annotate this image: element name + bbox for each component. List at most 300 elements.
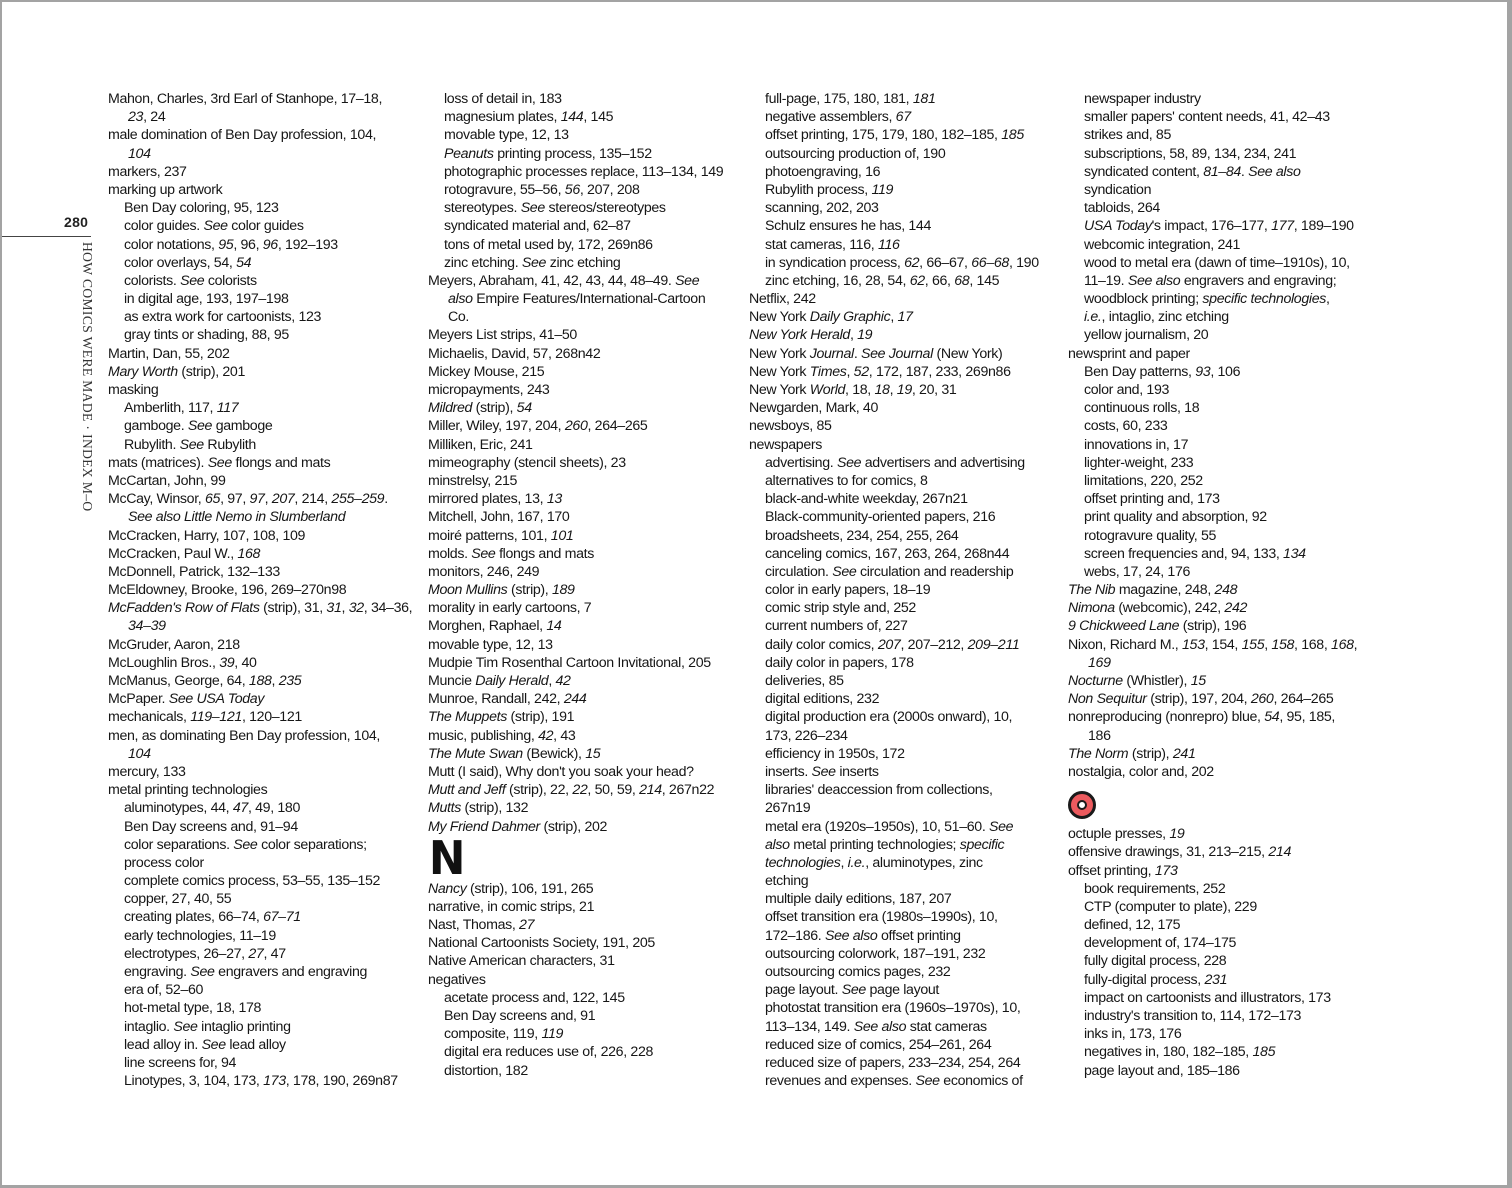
index-entry xyxy=(108,472,438,490)
index-subentry xyxy=(1068,916,1398,934)
index-entry xyxy=(428,745,758,763)
entry-text: See xyxy=(203,218,228,235)
entry-text: circulation. xyxy=(765,563,833,580)
entry-text: Nixon, Richard M., xyxy=(1068,636,1182,653)
entry-text: , 192–193 xyxy=(277,236,338,253)
index-entry-continuation xyxy=(749,1018,1079,1036)
letter-o-icon xyxy=(1068,791,1096,819)
entry-text: , 40 xyxy=(234,654,257,671)
entry-text: Ben Day screens and, 91 xyxy=(444,1008,596,1024)
entry-text: 214 xyxy=(639,782,662,799)
entry-text: (Bewick), xyxy=(522,745,586,762)
entry-text: micropayments, 243 xyxy=(428,382,550,398)
entry-text: economics of xyxy=(939,1073,1023,1090)
entry-text: Daily Herald xyxy=(475,673,549,689)
entry-text: 241 xyxy=(1172,745,1196,762)
entry-text: deliveries, 85 xyxy=(765,673,844,689)
entry-text: black-and-white weekday, 267n21 xyxy=(765,491,968,508)
index-subentry xyxy=(749,126,1079,144)
entry-text: , 190 xyxy=(1008,254,1039,271)
entry-text: McCracken, Paul W., xyxy=(108,545,238,562)
index-subentry xyxy=(1068,898,1398,916)
index-entry-continuation xyxy=(1068,290,1398,308)
entry-text: See xyxy=(173,1018,198,1035)
entry-text: efficiency in 1950s, 172 xyxy=(765,745,905,762)
entry-text: , 18, xyxy=(845,382,875,398)
entry-text: (strip), 202 xyxy=(539,818,608,835)
entry-text: (strip), 31, xyxy=(259,600,327,617)
index-subentry xyxy=(108,326,438,344)
index-subentry xyxy=(749,217,1079,235)
entry-text: 15 xyxy=(1190,673,1206,689)
entry-text: See also xyxy=(853,1018,907,1035)
entry-text: zinc etching. xyxy=(444,254,522,271)
entry-text: current numbers of, 227 xyxy=(765,618,908,635)
index-subentry xyxy=(749,145,1079,163)
index-entry xyxy=(428,818,758,836)
index-subentry xyxy=(1068,254,1398,272)
entry-text: , xyxy=(849,327,858,344)
index-subentry xyxy=(108,290,438,308)
entry-text: 14 xyxy=(546,618,562,635)
entry-text: Schulz ensures he has, 144 xyxy=(765,218,931,235)
index-entry xyxy=(428,617,758,635)
entry-text: 34–39 xyxy=(128,618,166,635)
entry-text: 95 xyxy=(218,236,234,253)
entry-text: New York Herald xyxy=(749,327,850,344)
entry-text: McCracken, Harry, 107, 108, 109 xyxy=(108,527,306,544)
index-subentry xyxy=(1068,363,1398,381)
index-entry xyxy=(428,880,758,898)
entry-text: See xyxy=(915,1073,940,1090)
index-entry xyxy=(108,563,438,581)
entry-text: 68 xyxy=(954,272,970,289)
entry-text: screen frequencies and, 94, 133, xyxy=(1084,545,1284,562)
entry-text: 144 xyxy=(560,109,584,126)
entry-text: (strip), 132 xyxy=(460,800,529,817)
entry-text: , 189–190 xyxy=(1293,218,1354,235)
entry-text: color overlays, 54, xyxy=(124,254,237,271)
index-entry-continuation xyxy=(108,508,438,526)
index-subentry xyxy=(108,872,438,890)
index-subentry xyxy=(428,108,758,126)
entry-text: comic strip style and, 252 xyxy=(765,600,916,617)
entry-text: octuple presses, xyxy=(1068,826,1170,843)
index-subentry xyxy=(1068,1043,1398,1061)
entry-text: offset printing, 175, 179, 180, 182–185, xyxy=(765,127,1002,144)
entry-text: 168 xyxy=(237,545,261,562)
entry-text: rotogravure, 55–56, xyxy=(444,181,565,198)
index-entry xyxy=(428,690,758,708)
entry-text: , 49, 180 xyxy=(247,800,301,817)
index-subentry xyxy=(108,199,438,217)
index-entry xyxy=(1068,581,1398,599)
entry-text: distortion, 182 xyxy=(444,1062,528,1079)
entry-text: etching xyxy=(765,873,809,890)
index-entry xyxy=(1068,690,1398,708)
entry-text: McCartan, John, 99 xyxy=(108,472,226,489)
index-entry xyxy=(428,363,758,381)
entry-text: 188 xyxy=(248,673,272,689)
index-entry xyxy=(1068,636,1398,654)
entry-text: Nocturne xyxy=(1068,673,1123,689)
entry-text: 54 xyxy=(1264,709,1280,726)
entry-text: , 168, xyxy=(1294,636,1332,653)
entry-text: World xyxy=(809,382,846,398)
entry-text: 56 xyxy=(564,181,580,198)
entry-text: process color xyxy=(124,854,204,871)
entry-text: 116 xyxy=(877,236,900,253)
entry-text: yellow journalism, 20 xyxy=(1084,327,1209,344)
entry-text: flongs and mats xyxy=(495,545,594,562)
index-subentry xyxy=(108,890,438,908)
entry-text: page layout. xyxy=(765,982,842,999)
index-subentry xyxy=(108,417,438,435)
entry-text: Nancy xyxy=(428,880,467,897)
index-entry xyxy=(108,727,438,745)
entry-text: reduced size of papers, 233–234, 254, 264 xyxy=(765,1054,1021,1071)
entry-text: 23 xyxy=(128,109,144,126)
index-subentry xyxy=(749,181,1079,199)
entry-text: mats (matrices). xyxy=(108,454,208,471)
entry-text: , aluminotypes, zinc xyxy=(865,854,983,871)
index-entry xyxy=(428,563,758,581)
entry-text: aluminotypes, 44, xyxy=(124,800,233,817)
entry-text: stereotypes. xyxy=(444,200,521,217)
entry-text: , 172, 187, 233, 269n86 xyxy=(868,363,1011,380)
entry-text: Ben Day coloring, 95, 123 xyxy=(124,200,279,217)
index-entry xyxy=(428,436,758,454)
entry-text: , xyxy=(840,854,848,871)
entry-text: line screens for, 94 xyxy=(124,1054,237,1071)
entry-text: subscriptions, 58, 89, 134, 234, 241 xyxy=(1084,145,1297,162)
entry-text: newsprint and paper xyxy=(1068,345,1190,362)
entry-text: fully-digital process, xyxy=(1084,971,1205,988)
entry-text: See Journal xyxy=(861,345,933,362)
entry-text: Mickey Mouse, 215 xyxy=(428,363,545,380)
entry-text: 62 xyxy=(904,254,920,271)
index-entry xyxy=(108,90,438,108)
entry-text: Martin, Dan, 55, 202 xyxy=(108,345,230,362)
index-entry xyxy=(108,126,438,144)
index-entry xyxy=(428,527,758,545)
index-subentry xyxy=(108,908,438,926)
entry-text: colorists. xyxy=(124,272,181,289)
entry-text: (strip), 197, 204, xyxy=(1146,691,1251,708)
entry-text: 67 xyxy=(895,109,911,126)
entry-text: smaller papers' content needs, 41, 42–43 xyxy=(1084,109,1330,126)
entry-text: offset printing xyxy=(877,927,961,944)
index-entry-continuation xyxy=(428,308,758,326)
entry-text: innovations in, 17 xyxy=(1084,436,1189,453)
index-subentry xyxy=(1068,545,1398,563)
entry-text: , xyxy=(264,491,272,508)
index-subentry xyxy=(108,1054,438,1072)
entry-text: 104 xyxy=(128,145,151,162)
index-subentry xyxy=(1068,563,1398,581)
entry-text: 42 xyxy=(555,673,571,689)
entry-text: Mary Worth xyxy=(108,363,178,380)
index-subentry xyxy=(749,490,1079,508)
entry-text: industry's transition to, 114, 172–173 xyxy=(1084,1008,1302,1024)
index-entry xyxy=(108,381,438,399)
entry-text: outsourcing comics pages, 232 xyxy=(765,964,951,980)
index-subentry xyxy=(1068,934,1398,952)
entry-text: See also Little Nemo in Slumberland xyxy=(128,509,346,526)
entry-text: complete comics process, 53–55, 135–152 xyxy=(124,873,381,890)
entry-text: lead alloy xyxy=(225,1036,286,1053)
index-subentry xyxy=(749,963,1079,981)
entry-text: 207 xyxy=(877,636,901,653)
entry-text: 173, 226–234 xyxy=(765,727,848,744)
index-subentry xyxy=(749,581,1079,599)
index-entry xyxy=(428,454,758,472)
index-subentry xyxy=(1068,436,1398,454)
entry-text: morality in early cartoons, 7 xyxy=(428,600,592,617)
entry-text: Moon Mullins xyxy=(428,582,508,599)
index-subentry xyxy=(108,963,438,981)
index-entry xyxy=(428,545,758,563)
index-subentry xyxy=(108,217,438,235)
entry-text: 119–121 xyxy=(190,709,242,726)
entry-text: negatives in, 180, 182–185, xyxy=(1084,1044,1253,1061)
entry-text: Black-community-oriented papers, 216 xyxy=(765,509,996,526)
entry-text: offset printing, xyxy=(1068,862,1155,879)
index-entry xyxy=(749,399,1079,417)
entry-text: National Cartoonists Society, 191, 205 xyxy=(428,935,655,952)
entry-text: , 66, xyxy=(924,272,955,289)
index-subentry xyxy=(428,254,758,272)
index-subentry xyxy=(428,90,758,108)
index-entry xyxy=(428,326,758,344)
entry-text: (Whistler), xyxy=(1122,673,1191,689)
entry-text: , 106 xyxy=(1210,363,1241,380)
entry-text: 155 xyxy=(1241,636,1265,653)
index-subentry xyxy=(108,945,438,963)
entry-text: moiré patterns, 101, xyxy=(428,527,551,544)
index-entry xyxy=(108,545,438,563)
entry-text: See also xyxy=(1127,272,1181,289)
entry-text: in digital age, 193, 197–198 xyxy=(124,291,289,308)
entry-text: reduced size of comics, 254–261, 264 xyxy=(765,1036,992,1053)
entry-text: nostalgia, color and, 202 xyxy=(1068,763,1214,780)
entry-text: i.e. xyxy=(1084,309,1102,326)
index-subentry xyxy=(749,508,1079,526)
entry-text: 119 xyxy=(871,181,894,198)
entry-text: male domination of Ben Day profession, 104, xyxy=(108,127,377,144)
index-subentry xyxy=(428,989,758,1007)
entry-text: defined, 12, 175 xyxy=(1084,917,1181,934)
index-entry-continuation xyxy=(749,727,1079,745)
entry-text: offset transition era (1980s–1990s), 10, xyxy=(765,909,998,926)
entry-text: 42 xyxy=(538,727,554,744)
entry-text: 231 xyxy=(1204,971,1228,988)
entry-text: See also xyxy=(1248,163,1301,180)
entry-text: Empire Features/International-Cartoon xyxy=(472,291,706,308)
index-subentry xyxy=(428,199,758,217)
entry-text: New York xyxy=(749,363,810,380)
index-subentry xyxy=(1068,163,1398,181)
entry-text: Muncie xyxy=(428,673,476,689)
entry-text: , 207, 208 xyxy=(579,181,640,198)
index-subentry xyxy=(749,563,1079,581)
index-entry-continuation xyxy=(1068,654,1398,672)
entry-text: , 43 xyxy=(553,727,576,744)
entry-text: development of, 174–175 xyxy=(1084,935,1237,952)
index-subentry xyxy=(1068,989,1398,1007)
entry-text: copper, 27, 40, 55 xyxy=(124,891,232,908)
entry-text: , 154, xyxy=(1204,636,1242,653)
entry-text: McGruder, Aaron, 218 xyxy=(108,636,240,653)
entry-text: Mutts xyxy=(428,800,461,817)
index-subentry xyxy=(749,763,1079,781)
entry-text: New York xyxy=(749,382,810,398)
entry-text: Ben Day patterns, xyxy=(1084,363,1196,380)
index-subentry xyxy=(749,617,1079,635)
entry-text: 173 xyxy=(263,1073,286,1090)
entry-text: 52 xyxy=(853,363,869,380)
entry-text: daily color in papers, 178 xyxy=(765,654,914,671)
index-subentry xyxy=(749,890,1079,908)
entry-text: digital production era (2000s onward), 10, xyxy=(765,709,1013,726)
entry-text: 169 xyxy=(1088,654,1111,671)
entry-text: canceling comics, 167, 263, 264, 268n44 xyxy=(765,545,1010,562)
entry-text: acetate process and, 122, 145 xyxy=(444,989,625,1006)
entry-text: 31 xyxy=(326,600,342,617)
index-subentry xyxy=(108,999,438,1017)
entry-text: The Muppets xyxy=(428,709,507,726)
entry-text: The Norm xyxy=(1068,745,1129,762)
entry-text: i.e. xyxy=(847,854,866,871)
index-entry xyxy=(428,952,758,970)
entry-text: Times xyxy=(809,363,847,380)
index-subentry xyxy=(749,945,1079,963)
entry-text: 17 xyxy=(897,309,913,326)
entry-text: early technologies, 11–19 xyxy=(124,927,276,944)
entry-text: technologies xyxy=(765,854,841,871)
entry-text: mirrored plates, 13, xyxy=(428,491,547,508)
entry-text: narrative, in comic strips, 21 xyxy=(428,898,595,915)
entry-text: magazine, 248, xyxy=(1115,582,1215,599)
index-subentry xyxy=(749,90,1079,108)
entry-text: in syndication process, xyxy=(765,254,905,271)
index-subentry xyxy=(428,236,758,254)
entry-text: Non Sequitur xyxy=(1068,691,1147,708)
index-subentry xyxy=(108,1018,438,1036)
entry-text: gray tints or shading, 88, 95 xyxy=(124,327,289,344)
entry-text: electrotypes, 26–27, xyxy=(124,945,249,962)
entry-text: engravers and engraving xyxy=(214,964,368,980)
index-subentry xyxy=(428,181,758,199)
entry-text: , 264–265 xyxy=(1273,691,1334,708)
entry-text: circulation and readership xyxy=(856,563,1014,580)
index-entry-continuation xyxy=(108,745,438,763)
entry-text: movable type, 12, 13 xyxy=(428,636,553,653)
entry-text: newspaper industry xyxy=(1084,91,1201,107)
entry-text: See xyxy=(836,454,862,471)
entry-text: advertisers and advertising xyxy=(861,454,1025,471)
entry-text: 260 xyxy=(1250,691,1274,708)
entry-text: scanning, 202, 203 xyxy=(765,200,879,217)
index-entry xyxy=(108,181,438,199)
entry-text: 18 xyxy=(874,382,890,398)
entry-text: Rubylith process, xyxy=(765,181,872,198)
entry-text: inserts xyxy=(835,763,879,780)
entry-text: negatives xyxy=(428,971,486,988)
entry-text: , xyxy=(271,673,279,689)
entry-text: McLoughlin Bros., xyxy=(108,654,220,671)
index-subentry xyxy=(108,254,438,272)
entry-text: impact on cartoonists and illustrators, 173 xyxy=(1084,989,1331,1006)
index-entry-continuation xyxy=(108,108,438,126)
entry-text: woodblock printing; xyxy=(1084,291,1203,308)
index-entry-continuation xyxy=(428,290,758,308)
index-subentry xyxy=(1068,108,1398,126)
index-subentry xyxy=(749,981,1079,999)
entry-text: Linotypes, 3, 104, 173, xyxy=(124,1073,264,1090)
entry-text: nonreproducing (nonrepro) blue, xyxy=(1068,709,1265,726)
index-entry xyxy=(108,763,438,781)
entry-text: newspapers xyxy=(749,436,823,453)
entry-text: See xyxy=(187,418,213,435)
index-subentry xyxy=(749,472,1079,490)
index-entry xyxy=(428,399,758,417)
index-entry xyxy=(428,799,758,817)
index-entry xyxy=(108,708,438,726)
index-subentry xyxy=(108,1072,438,1090)
index-entry xyxy=(1068,617,1398,635)
entry-text: Meyers, Abraham, 41, 42, 43, 44, 48–49. xyxy=(428,272,676,289)
entry-text: 11–19. xyxy=(1084,272,1128,289)
index-subentry xyxy=(1068,381,1398,399)
entry-text: The Nib xyxy=(1068,582,1116,599)
entry-text: See xyxy=(233,836,258,853)
section-letter-n xyxy=(428,830,758,885)
entry-text: also xyxy=(448,291,473,308)
entry-text: , 50, 59, xyxy=(587,782,640,799)
index-entry-continuation xyxy=(1068,727,1398,745)
index-entry xyxy=(428,272,758,290)
entry-text: Mutt and Jeff xyxy=(428,782,506,799)
index-entry xyxy=(428,763,758,781)
entry-text: USA Today xyxy=(1084,218,1152,235)
entry-text: libraries' deaccession from collections, xyxy=(765,782,993,799)
entry-text: 185 xyxy=(1252,1044,1276,1061)
index-subentry xyxy=(428,217,758,235)
index-subentry xyxy=(108,399,438,417)
entry-text: negative assemblers, xyxy=(765,109,896,126)
index-subentry xyxy=(749,1054,1079,1072)
entry-text: monitors, 246, 249 xyxy=(428,563,540,580)
entry-text: , xyxy=(889,382,897,398)
entry-text: (strip), 191 xyxy=(506,709,575,726)
entry-text: 186 xyxy=(1088,727,1111,744)
entry-text: multiple daily editions, 187, 207 xyxy=(765,891,952,908)
entry-text: movable type, 12, 13 xyxy=(444,127,569,144)
entry-text: 39 xyxy=(219,654,235,671)
index-column-1 xyxy=(108,90,438,1090)
entry-text: , 178, 190, 269n87 xyxy=(285,1073,398,1090)
entry-text: , 214, xyxy=(294,491,332,508)
entry-text: , xyxy=(846,363,854,380)
entry-text: 117 xyxy=(216,400,239,417)
index-subentry xyxy=(108,272,438,290)
entry-text: , xyxy=(1325,291,1330,308)
entry-text: Michaelis, David, 57, 268n42 xyxy=(428,345,601,362)
index-entry-continuation xyxy=(1068,90,1398,108)
entry-text: photographic processes replace, 113–134, 149 xyxy=(444,163,724,180)
index-entry xyxy=(1068,763,1398,781)
